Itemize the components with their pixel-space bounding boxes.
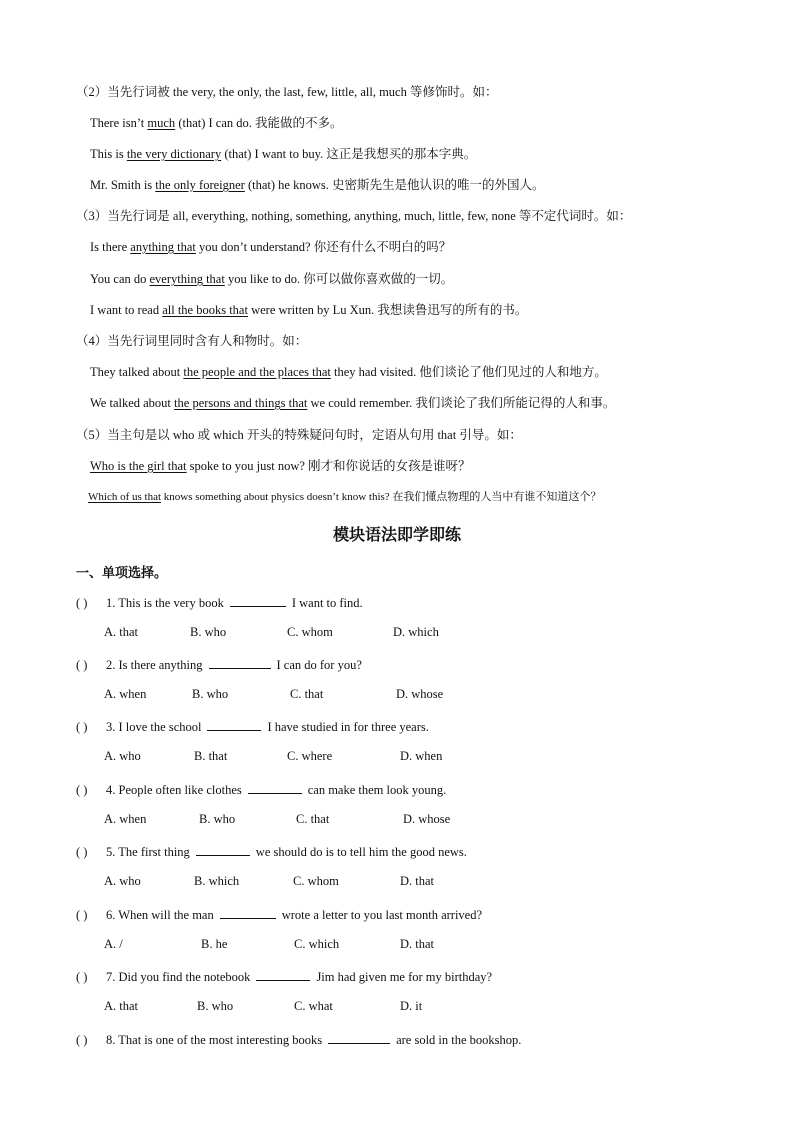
example-1 [90, 115, 343, 131]
question-stem-end: Jim had given me for my birthday? [316, 970, 493, 984]
option-c[interactable]: C. that [296, 812, 330, 826]
example-9 [90, 458, 471, 474]
example-text: we could remember. 我们谈论了我们所能记得的人和事。 [307, 396, 616, 410]
fill-blank[interactable] [328, 1031, 390, 1044]
question-stem: 7. Did you find the notebook [106, 970, 251, 984]
underlined-antecedent: the very dictionary [126, 147, 222, 161]
option-a[interactable]: A. who [104, 749, 141, 763]
question-stem-end: are sold in the bookshop. [396, 1033, 522, 1047]
question-4 [76, 781, 446, 798]
example-text: they had visited. 他们谈论了他们见过的人和地方。 [330, 365, 607, 379]
example-text: Is there [90, 240, 131, 254]
question-stem: 6. When will the man [106, 908, 214, 922]
fill-blank[interactable] [256, 968, 310, 981]
section-heading: 一、单项选择。 [76, 566, 168, 581]
example-text: (that) I want to buy. 这正是我想买的那本字典。 [221, 147, 477, 161]
option-c[interactable]: C. that [290, 687, 324, 701]
example-text: you like to do. 你可以做你喜欢做的一切。 [224, 272, 454, 286]
option-a[interactable]: A. / [104, 937, 123, 951]
option-b[interactable]: B. who [190, 625, 227, 639]
option-c[interactable]: C. what [294, 999, 333, 1013]
question-5 [76, 843, 467, 860]
answer-parenthesis[interactable]: ( ) [76, 970, 88, 984]
answer-parenthesis[interactable]: ( ) [76, 720, 88, 734]
question-3 [76, 718, 429, 735]
question-stem-end: wrote a letter to you last month arrived? [281, 908, 483, 922]
option-a[interactable]: A. who [104, 874, 141, 888]
question-stem: 5. The first thing [106, 845, 190, 859]
option-b[interactable]: B. who [197, 999, 234, 1013]
answer-parenthesis[interactable]: ( ) [76, 1033, 88, 1047]
example-text: You can do [90, 272, 150, 286]
question-8 [76, 1031, 521, 1048]
option-b[interactable]: B. who [199, 812, 236, 826]
answer-parenthesis[interactable]: ( ) [76, 845, 88, 859]
option-d[interactable]: D. that [400, 937, 435, 951]
question-6 [76, 906, 482, 923]
underlined-antecedent: anything that [130, 240, 196, 254]
question-stem: 1. This is the very book [106, 596, 224, 610]
example-text: (that) he knows. 史密斯先生是他认识的唯一的外国人。 [244, 178, 545, 192]
answer-parenthesis[interactable]: ( ) [76, 908, 88, 922]
underlined-antecedent: much [147, 116, 176, 130]
answer-parenthesis[interactable]: ( ) [76, 783, 88, 797]
note-3: （3）当先行词是 all, everything, nothing, something, anything, much, little, few, none 等不定代词时。如： [76, 209, 632, 223]
example-text: (that) I can do. 我能做的不多。 [175, 116, 343, 130]
option-c[interactable]: C. where [287, 749, 333, 763]
option-d[interactable]: D. when [400, 749, 443, 763]
underlined-antecedent: all the books that [162, 303, 248, 317]
example-text: you don’t understand? 你还有什么不明白的吗？ [195, 240, 452, 254]
example-5 [90, 271, 453, 287]
question-stem: 3. I love the school [106, 720, 202, 734]
example-2 [90, 146, 476, 162]
example-8 [90, 395, 615, 411]
fill-blank[interactable] [209, 656, 271, 669]
fill-blank[interactable] [196, 843, 250, 856]
option-b[interactable]: B. he [201, 937, 228, 951]
question-stem-end: I have studied in for three years. [267, 720, 429, 734]
option-a[interactable]: A. that [104, 999, 139, 1013]
example-text: We talked about [90, 396, 175, 410]
answer-parenthesis[interactable]: ( ) [76, 596, 88, 610]
underlined-antecedent: Who is the girl that [90, 459, 187, 473]
option-a[interactable]: A. when [104, 812, 147, 826]
example-text: They talked about [90, 365, 184, 379]
question-stem: 2. Is there anything [106, 658, 203, 672]
example-text: I want to read [90, 303, 163, 317]
underlined-antecedent: Which of us that [88, 491, 162, 503]
example-6 [90, 302, 527, 318]
question-stem-end: I want to find. [291, 596, 363, 610]
answer-parenthesis[interactable]: ( ) [76, 658, 88, 672]
fill-blank[interactable] [220, 906, 276, 919]
question-1 [76, 594, 363, 611]
underlined-antecedent: the persons and things that [174, 396, 308, 410]
underlined-antecedent: the people and the places that [183, 365, 331, 379]
option-b[interactable]: B. that [194, 749, 228, 763]
option-a[interactable]: A. when [104, 687, 147, 701]
question-stem-end: we should do is to tell him the good news. [255, 845, 467, 859]
note-4: （4）当先行词里同时含有人和物时。如： [76, 334, 308, 348]
fill-blank[interactable] [248, 781, 302, 794]
option-b[interactable]: B. who [192, 687, 229, 701]
page-title: 模块语法即学即练 [332, 525, 461, 544]
fill-blank[interactable] [207, 718, 261, 731]
example-text: Mr. Smith is [90, 178, 156, 192]
question-2 [76, 656, 362, 673]
example-4 [90, 239, 451, 255]
note-2: （2）当先行词被 the very, the only, the last, few, little, all, much 等修饰时。如： [76, 85, 498, 99]
option-c[interactable]: C. whom [293, 874, 339, 888]
example-text: knows something about physics doesn’t know this? 在我们懂点物理的人当中有谁不知道这个？ [161, 491, 602, 503]
question-stem: 4. People often like clothes [106, 783, 242, 797]
fill-blank[interactable] [230, 594, 286, 607]
option-d[interactable]: D. which [393, 625, 439, 639]
question-7 [76, 968, 492, 985]
option-c[interactable]: C. whom [287, 625, 333, 639]
question-stem: 8. That is one of the most interesting books [106, 1033, 323, 1047]
option-d[interactable]: D. whose [396, 687, 444, 701]
option-b[interactable]: B. which [194, 874, 240, 888]
example-text: spoke to you just now? 刚才和你说话的女孩是谁呀？ [186, 459, 471, 473]
underlined-antecedent: everything that [149, 272, 225, 286]
option-d[interactable]: D. whose [403, 812, 451, 826]
example-3 [90, 177, 545, 193]
example-text: There isn’t [90, 116, 148, 130]
option-c[interactable]: C. which [294, 937, 340, 951]
underlined-antecedent: the only foreigner [155, 178, 245, 192]
note-5: （5）当主句是以 who 或 which 开头的特殊疑问句时，定语从句用 that 引导。如： [76, 428, 522, 442]
example-10 [88, 489, 601, 505]
option-d[interactable]: D. that [400, 874, 435, 888]
option-d[interactable]: D. it [400, 999, 423, 1013]
example-7 [90, 364, 607, 380]
question-stem-end: I can do for you? [276, 658, 362, 672]
question-stem-end: can make them look young. [307, 783, 447, 797]
option-a[interactable]: A. that [104, 625, 139, 639]
example-text: This is [90, 147, 127, 161]
example-text: were written by Lu Xun. 我想读鲁迅写的所有的书。 [247, 303, 528, 317]
